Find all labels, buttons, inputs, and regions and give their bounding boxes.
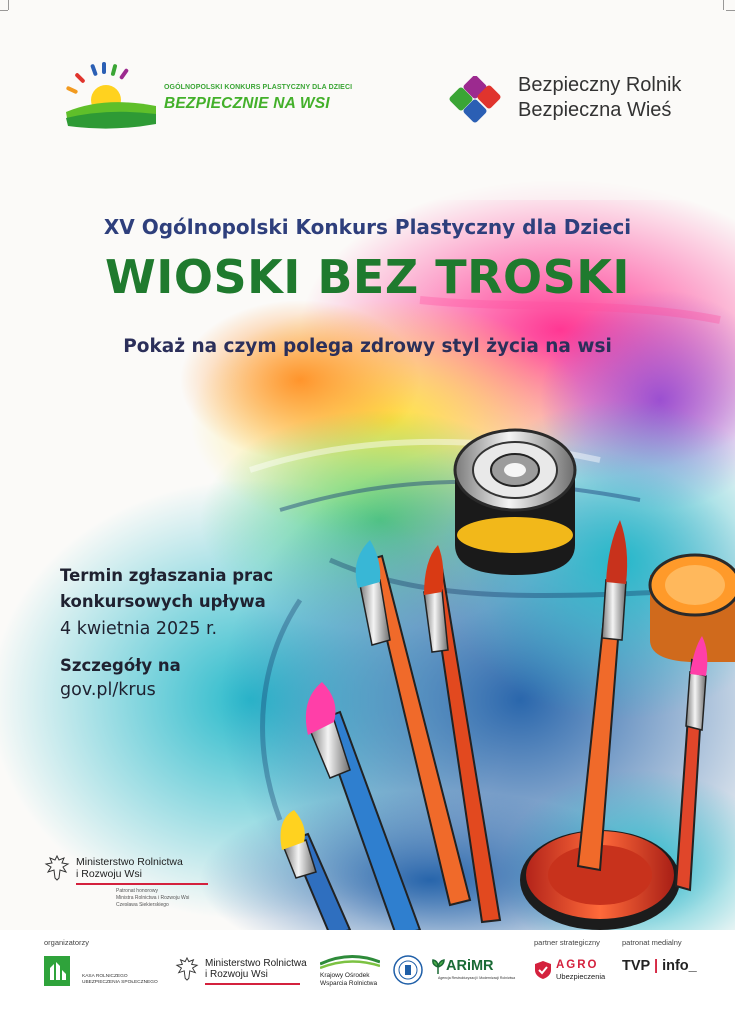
sun-over-field-icon bbox=[64, 62, 160, 130]
patronage-note3: Czesława Siekierskiego bbox=[116, 902, 169, 908]
details-link[interactable]: gov.pl/krus bbox=[60, 680, 156, 700]
krus-line2: UBEZPIECZENIA SPOŁECZNEGO bbox=[82, 980, 158, 985]
brand-logo-line1: Bezpieczny Rolnik bbox=[518, 74, 682, 96]
contest-subtitle: XV Ogólnopolski Konkurs Plastyczny dla Dzieci bbox=[103, 215, 632, 239]
patronage-ministry-line1: Ministerstwo Rolnictwa bbox=[76, 856, 183, 868]
honorary-patronage bbox=[44, 852, 214, 912]
patronage-red-line bbox=[76, 883, 208, 885]
arimr-name: ARiMR bbox=[446, 958, 494, 974]
tvp-part1: TVP bbox=[622, 958, 650, 974]
organizers-label: organizatorzy bbox=[44, 938, 90, 947]
kowr-waves-icon bbox=[320, 954, 380, 970]
deadline-date: 4 kwietnia 2025 r. bbox=[60, 619, 218, 639]
round-seal-icon bbox=[392, 954, 424, 986]
krus-line1: KASA ROLNICZEGO bbox=[82, 974, 128, 979]
brand-logo-line2: Bezpieczna Wieś bbox=[518, 99, 672, 121]
arimr-sprout-icon bbox=[432, 959, 445, 974]
deadline-line2: konkursowych upływa bbox=[60, 592, 266, 611]
four-diamonds-icon bbox=[448, 76, 510, 124]
polish-eagle-icon bbox=[44, 854, 70, 882]
contest-logo bbox=[64, 62, 354, 132]
details-label: Szczegóły na bbox=[60, 656, 181, 675]
tvp-info-logo bbox=[622, 958, 702, 982]
polish-eagle-icon bbox=[175, 956, 199, 982]
media-label: patronat medialny bbox=[622, 938, 682, 947]
paint-pot bbox=[650, 555, 735, 662]
ministry-red-line bbox=[205, 983, 300, 985]
agro-subtitle: Ubezpieczenia bbox=[556, 972, 606, 981]
agro-name: AGRO bbox=[556, 959, 599, 971]
tvp-part2: info_ bbox=[662, 958, 697, 974]
ministry-line2: i Rozwoju Wsi bbox=[205, 969, 268, 980]
kowr-line1: Krajowy Ośrodek bbox=[320, 972, 370, 979]
patronage-ministry-line2: i Rozwoju Wsi bbox=[76, 868, 142, 880]
tvp-separator: | bbox=[653, 958, 659, 974]
patronage-note1: Patronat honorowy bbox=[116, 888, 158, 894]
krus-icon bbox=[44, 956, 70, 986]
paint-pot bbox=[455, 430, 575, 575]
footer bbox=[0, 930, 735, 1024]
partner-label: partner strategiczny bbox=[534, 938, 600, 947]
contest-logo-title: BEZPIECZNIE NA WSI bbox=[164, 95, 330, 112]
contest-logo-subtitle: OGÓLNOPOLSKI KONKURS PLASTYCZNY DLA DZIECI bbox=[164, 84, 353, 91]
agro-logo bbox=[534, 958, 618, 986]
agro-shield-icon bbox=[534, 960, 552, 980]
krus-logo bbox=[44, 956, 164, 990]
patronage-note2: Ministra Rolnictwa i Rozwoju Wsi bbox=[116, 895, 190, 901]
arimr-logo bbox=[432, 956, 522, 986]
kowr-logo bbox=[318, 954, 382, 990]
ministry-line1: Ministerstwo Rolnictwa bbox=[205, 958, 307, 969]
contest-tagline: Pokaż na czym polega zdrowy styl życia na wsi bbox=[123, 336, 612, 357]
ministry-logo bbox=[175, 954, 307, 990]
contest-title: WIOSKI BEZ TROSKI bbox=[104, 250, 630, 304]
deadline-line1: Termin zgłaszania prac bbox=[60, 566, 274, 585]
arimr-subtitle: Agencja Restrukturyzacji i Modernizacji Rolnictwa bbox=[438, 976, 516, 980]
brand-logo bbox=[448, 72, 688, 128]
kowr-line2: Wsparcia Rolnictwa bbox=[320, 980, 378, 987]
